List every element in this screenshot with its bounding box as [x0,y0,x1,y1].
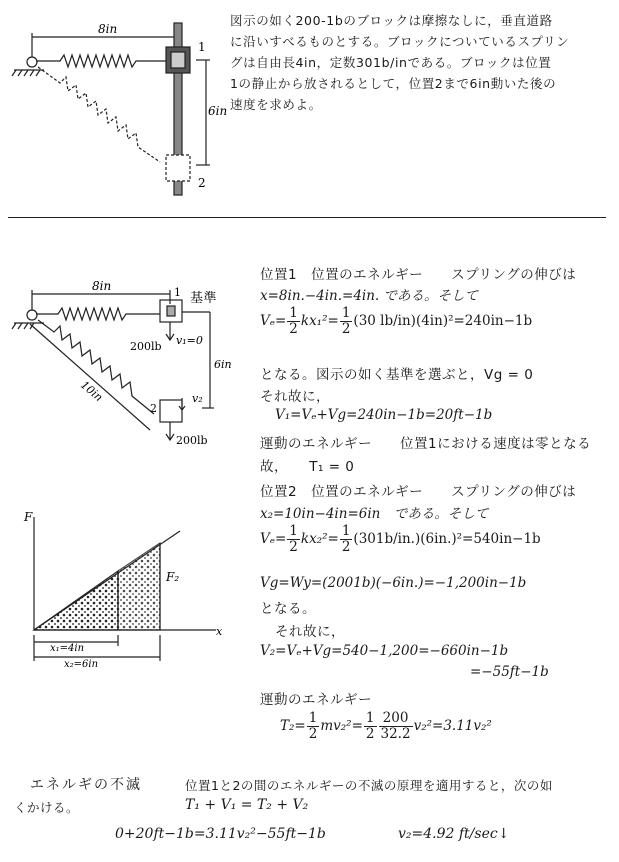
fig1-dim-side: 6in [208,104,228,118]
fig3-f2: F₂ [166,570,180,584]
kinetic-1: 運動のエネルギー 位置1における速度は零となる [260,436,592,452]
fig2-pos1: 1 [174,286,181,299]
fig2-weight2: 200lb [176,434,208,447]
pos1-extension: x=8in.−4in.=4in. である。そして [260,288,479,304]
pos2-extension: x₂=10in−4in=6in である。そして [260,506,489,522]
datum-text: となる。図示の如く基準を選ぶと，Vg = 0 [260,367,534,383]
ve1-mid: kx₁²= [300,313,339,329]
problem-line: に沿いすべるものとする。ブロックについているスプリン [230,34,570,49]
ve1-lhs: Vₑ= [260,313,287,329]
ve2-equation [260,522,541,556]
naru: となる。 [260,601,316,617]
ve2-lhs: Vₑ= [260,531,287,547]
half-den: 2 [341,321,351,337]
fig3-axis-f: F [24,510,33,524]
figure-3 [20,505,230,675]
pos1-heading: 位置1 位置のエネルギー スプリングの伸びは [260,267,577,283]
ve1-equation [260,304,532,338]
conservation-text: 位置1と2の間のエネルギーの不滅の原理を適用すると，次の如 [185,778,553,793]
fig1-pos1: 1 [198,40,206,54]
fig2-datum: 基準 [190,291,218,306]
vg2: Vg=Wy=(2001b)(−6in.)=−1,200in−1b [260,575,527,591]
ve1-rhs: (30 lb/in)(4in)²=240in−1b [353,313,533,329]
fig2-v1: v₁=0 [176,334,203,347]
problem-line: 1の静止から放されるとして，位置2まで6in動いた後の [230,76,557,91]
conservation-heading: エネルギの不滅 [30,777,142,793]
fig3-x2: x₂=6in [64,659,99,670]
t2-den: 32.2 [380,726,411,742]
fig3-x1: x₁=4in [50,643,85,654]
problem-line: グは自由長4in，定数301b/inである。ブロックは位置 [230,55,552,70]
t1-line: 故， T₁ = 0 [260,459,355,475]
half-den: 2 [289,539,298,555]
fig2-pos2: 2 [150,402,157,415]
fig2-v2: v₂ [192,392,203,405]
t2-mid: mv₂²= [320,718,363,734]
fig2-weight1: 200lb [130,340,162,353]
kinetic-2: 運動のエネルギー [260,692,372,708]
v1-total: V₁=Vₑ+Vg=240in−1b=20ft−1b [275,407,493,423]
half-num: 1 [341,523,351,539]
v2-ft: =−55ft−1b [470,664,549,680]
pos2-heading: 位置2 位置のエネルギー スプリングの伸びは [260,484,577,500]
answer: v₂=4.92 ft/sec↓ [398,826,510,842]
final-eq: 0+20ft−1b=3.11v₂²−55ft−1b [115,826,326,842]
fig2-dim-diag: 10in [78,378,106,405]
t2-lhs: T₂= [280,718,306,734]
half-den: 2 [308,726,318,742]
fig1-pos2: 2 [198,176,206,190]
t2-num: 200 [379,711,413,727]
half-num: 1 [341,305,351,321]
t2-rhs: v₂²=3.11v₂² [413,718,492,734]
fig2-dim-top: 8in [92,279,112,293]
fig1-dim-top: 8in [98,22,118,36]
half-num: 1 [289,523,298,539]
half-num: 1 [365,710,375,726]
ve2-mid: kx₂²= [300,531,339,547]
therefore-1: それ故に， [260,389,330,405]
fig3-axis-x: x [216,625,223,638]
conservation-eq: T₁ + V₁ = T₂ + V₂ [185,797,309,813]
figure-2 [10,268,245,458]
half-den: 2 [341,539,351,555]
v2-total: V₂=Vₑ+Vg=540−1,200=−660in−1b [260,643,509,659]
problem-line: 図示の如く200-1bのブロックは摩擦なしに，垂直道路 [230,13,553,28]
therefore-2: それ故に， [275,624,345,640]
half-den: 2 [289,321,298,337]
half-num: 1 [308,710,318,726]
conservation-text-2: くかける。 [14,800,80,815]
t2-equation [280,708,492,744]
figure-1 [10,15,228,200]
ve2-rhs: (301b/in.)(6in.)²=540in−1b [353,531,541,547]
half-den: 2 [365,726,375,742]
fig2-dim-side: 6in [214,358,232,371]
divider [8,217,606,218]
problem-line: 速度を求めよ。 [230,97,322,112]
problem-text [230,10,612,115]
half-num: 1 [289,305,298,321]
